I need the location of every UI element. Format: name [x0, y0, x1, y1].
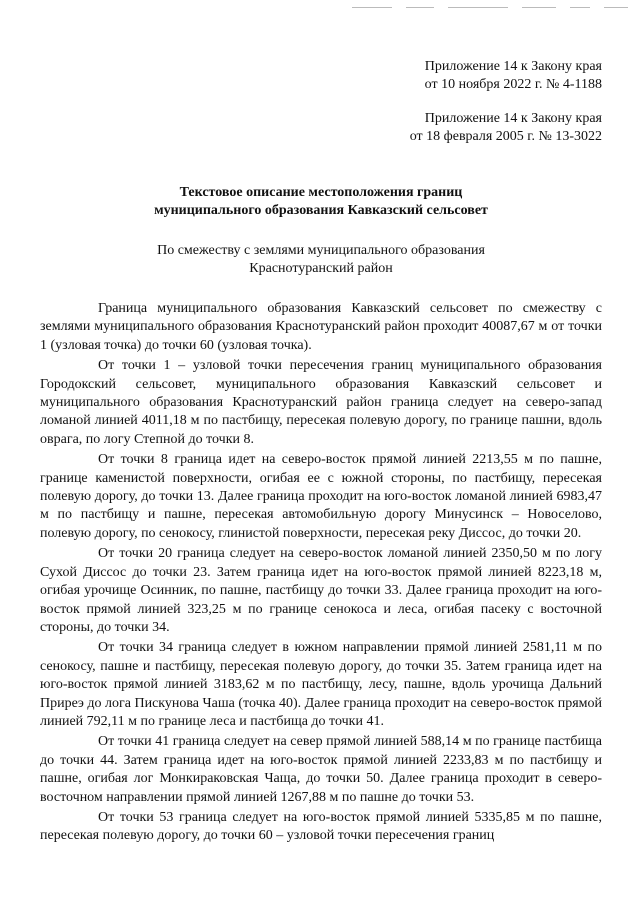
body-paragraph: Граница муниципального образования Кавказский сельсовет по смежеству с землями муниципального образования Краснотуранский район проходит 40087,67 м от точки 1 (узловая точка) до точки 60 (узловая точка). [40, 301, 602, 353]
body-paragraph: От точки 34 граница следует в южном направлении прямой линией 2581,11 м по сенокосу, пашне и пастбищу, пересекая полевую дорогу, до точки 35. Затем граница идет на юго-восток прямой линией 3183,62 м по пастбищу, лесу, пашне, вдоль урочища Дальний Приреэ до лога Пискунова Чаша (точка 40). Далее граница проходит на северо-восток прямой линией 792,11 м по границе леса и пастбища до точки 41. [40, 640, 602, 729]
appendix-reference-current [40, 58, 602, 94]
title-line-1: Текстовое описание местоположения границ [179, 185, 463, 200]
appendix-date-line: от 18 февраля 2005 г. № 13-3022 [409, 129, 602, 144]
appendix-line: Приложение 14 к Закону края [424, 59, 602, 74]
document-title [40, 184, 602, 220]
appendix-date-line: от 10 ноября 2022 г. № 4-1188 [424, 77, 602, 92]
body-paragraph: От точки 53 граница следует на юго-восток прямой линией 5335,85 м по пашне, пересекая полевую дорогу, до точки 60 – узловой точки пересечения границ [40, 809, 602, 844]
body-paragraph: От точки 8 граница идет на северо-восток прямой линией 2213,55 м по пашне, границе каменистой поверхности, огибая ее с южной стороны, по пастбищу, пересекая полевую дорогу, до точки 13. Далее граница проходит на юго-восток ломаной линией 6983,47 м по пастбищу и пашне, пересекая автомобильную дорогу Минусинск – Новоселово, полевую дорогу, по сенокосу, глинистой поверхности, пересекая реку Диссос, до точки 20. [40, 452, 602, 541]
document-body [40, 300, 602, 846]
body-paragraph: От точки 41 граница следует на север прямой линией 588,14 м по границе пастбища до точки 44. Затем граница идет на юго-восток прямой линией 2233,83 м по пастбищу и пашне, огибая лог Монкираковская Чаща, до точки 50. Далее граница проходит в северо-восточном направлении прямой линией 1267,88 м по пашне до точки 53. [40, 734, 602, 805]
body-paragraph: От точки 20 граница следует на северо-восток ломаной линией 2350,50 м по логу Сухой Диссос до точки 23. Затем граница идет на юго-восток прямой линией 8223,18 м, огибая урочище Осинник, по пашне, пастбищу до точки 33. Далее граница проходит на юго-восток прямой линией 323,25 м по границе сенокоса и леса, огибая пасеку с восточной стороны, до точки 34. [40, 546, 602, 635]
document-page [40, 58, 602, 848]
appendix-line: Приложение 14 к Закону края [424, 111, 602, 126]
section-subtitle [40, 242, 602, 278]
subtitle-line-2: Краснотуранский район [249, 261, 393, 276]
title-line-2: муниципального образования Кавказский сельсовет [154, 203, 488, 218]
subtitle-line-1: По смежеству с землями муниципального образования [157, 243, 485, 258]
header-rule [352, 6, 628, 9]
body-paragraph: От точки 1 – узловой точки пересечения границ муниципального образования Городокский сельсовет, муниципального образования Кавказский сельсовет и муниципального образования Краснотуранский район граница следует на северо-запад ломаной линией 4011,18 м по пастбищу, пересекая полевую дорогу, по границе пашни, вдоль оврага, по логу Степной до точки 8. [40, 358, 602, 447]
appendix-reference-original [40, 110, 602, 146]
